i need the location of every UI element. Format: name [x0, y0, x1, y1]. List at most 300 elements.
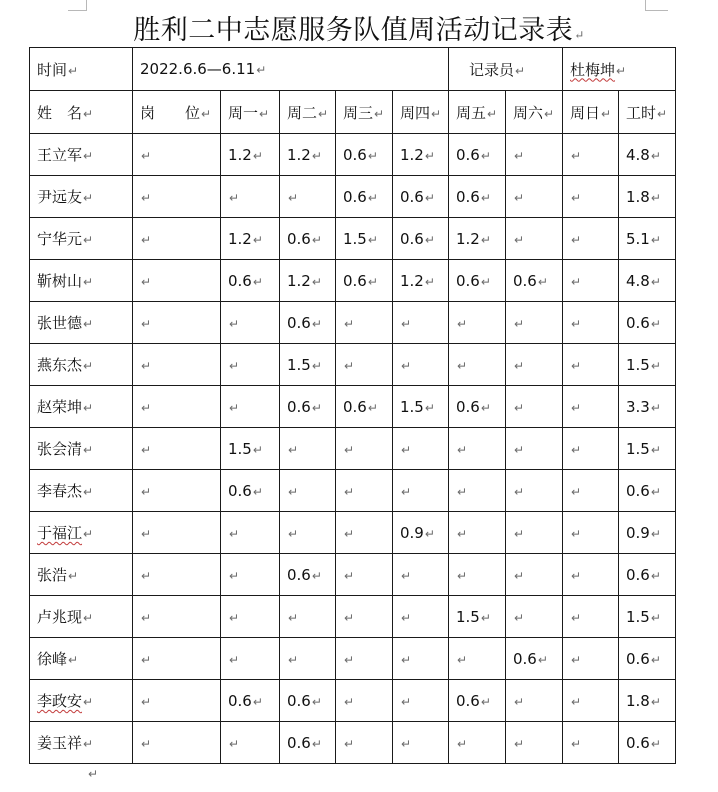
- day-cell-4: [393, 260, 449, 302]
- day-cell-7: [563, 260, 619, 302]
- paragraph-mark: ↵: [537, 274, 548, 289]
- total-hours-cell: [619, 722, 676, 764]
- paragraph-mark: ↵: [141, 148, 152, 163]
- paragraph-mark: ↵: [487, 106, 498, 121]
- day-cell-6: [506, 638, 563, 680]
- day-cell-7: [563, 596, 619, 638]
- hours-value: 1.5: [456, 607, 480, 626]
- day-cell-1: [221, 470, 280, 512]
- info-row: [30, 48, 676, 91]
- table-row: [30, 428, 676, 470]
- paragraph-mark: ↵: [367, 232, 378, 247]
- table-row: [30, 722, 676, 764]
- volunteer-name: 赵荣坤: [37, 398, 83, 416]
- paragraph-mark: ↵: [515, 63, 526, 78]
- table-row: [30, 260, 676, 302]
- paragraph-mark: ↵: [229, 568, 240, 583]
- paragraph-mark: ↵: [141, 442, 152, 457]
- name-cell: [30, 596, 133, 638]
- total-hours-value: 3.3: [626, 397, 650, 416]
- paragraph-mark: ↵: [514, 736, 525, 751]
- day-cell-7: [563, 638, 619, 680]
- position-cell: [133, 638, 221, 680]
- table-row: [30, 680, 676, 722]
- table-row: [30, 302, 676, 344]
- day-cell-4: [393, 302, 449, 344]
- paragraph-mark: ↵: [311, 694, 322, 709]
- hours-value: 0.6: [456, 691, 480, 710]
- paragraph-mark: ↵: [344, 610, 355, 625]
- day-cell-6: [506, 680, 563, 722]
- time-label: 时间: [37, 60, 68, 79]
- paragraph-mark: ↵: [571, 736, 582, 751]
- day-cell-2: [280, 554, 336, 596]
- paragraph-mark: ↵: [401, 652, 412, 667]
- day-cell-1: [221, 428, 280, 470]
- day-cell-1: [221, 386, 280, 428]
- paragraph-mark: ↵: [141, 568, 152, 583]
- day-cell-3: [336, 512, 393, 554]
- hours-value: 1.5: [343, 229, 367, 248]
- day-cell-6: [506, 176, 563, 218]
- hours-value: 0.6: [456, 271, 480, 290]
- table-row: [30, 638, 676, 680]
- total-hours-cell: [619, 176, 676, 218]
- hours-value: 0.6: [343, 271, 367, 290]
- day-cell-1: [221, 176, 280, 218]
- position-cell: [133, 596, 221, 638]
- total-hours-cell: [619, 428, 676, 470]
- paragraph-mark: ↵: [650, 694, 661, 709]
- paragraph-mark: ↵: [344, 736, 355, 751]
- total-hours-value: 0.6: [626, 313, 650, 332]
- paragraph-mark: ↵: [571, 232, 582, 247]
- day-cell-2: [280, 344, 336, 386]
- day-cell-4: [393, 680, 449, 722]
- paragraph-mark: ↵: [650, 358, 661, 373]
- hours-value: 1.5: [287, 355, 311, 374]
- name-cell: [30, 554, 133, 596]
- hours-value: 0.6: [343, 145, 367, 164]
- volunteer-name: 张世德: [37, 314, 83, 332]
- paragraph-mark: ↵: [311, 148, 322, 163]
- paragraph-mark: ↵: [344, 652, 355, 667]
- day-cell-6: [506, 260, 563, 302]
- volunteer-name: 燕东杰: [37, 356, 83, 374]
- day-cell-1: [221, 722, 280, 764]
- hours-value: 0.6: [287, 565, 311, 584]
- paragraph-mark: ↵: [571, 316, 582, 331]
- column-header-day-2: [280, 91, 336, 134]
- paragraph-mark: ↵: [229, 610, 240, 625]
- hours-value: 0.6: [456, 145, 480, 164]
- hours-value: 0.6: [287, 313, 311, 332]
- hours-value: 0.6: [287, 397, 311, 416]
- hours-value: 0.6: [228, 271, 252, 290]
- paragraph-mark: ↵: [141, 526, 152, 541]
- total-hours-value: 0.6: [626, 649, 650, 668]
- paragraph-mark: ↵: [229, 736, 240, 751]
- total-hours-value: 0.6: [626, 733, 650, 752]
- table-row: [30, 596, 676, 638]
- paragraph-mark: ↵: [401, 484, 412, 499]
- paragraph-mark: ↵: [514, 484, 525, 499]
- hours-value: 1.5: [400, 397, 424, 416]
- paragraph-mark: ↵: [229, 652, 240, 667]
- paragraph-mark: ↵: [201, 106, 212, 121]
- paragraph-mark: ↵: [68, 569, 79, 583]
- paragraph-mark: ↵: [571, 358, 582, 373]
- total-hours-cell: [619, 596, 676, 638]
- day-cell-3: [336, 344, 393, 386]
- paragraph-mark: ↵: [252, 232, 263, 247]
- paragraph-mark: ↵: [571, 694, 582, 709]
- paragraph-mark: ↵: [311, 232, 322, 247]
- paragraph-mark: ↵: [311, 316, 322, 331]
- day-cell-3: [336, 470, 393, 512]
- name-cell: [30, 680, 133, 722]
- time-value-cell: [133, 48, 449, 91]
- paragraph-mark: ↵: [457, 442, 468, 457]
- paragraph-mark: ↵: [657, 106, 668, 121]
- day-cell-2: [280, 176, 336, 218]
- paragraph-mark: ↵: [288, 652, 299, 667]
- paragraph-mark: ↵: [344, 316, 355, 331]
- total-hours-value: 1.5: [626, 607, 650, 626]
- paragraph-mark: ↵: [514, 526, 525, 541]
- paragraph-mark: ↵: [480, 274, 491, 289]
- total-hours-value: 5.1: [626, 229, 650, 248]
- day-cell-3: [336, 218, 393, 260]
- paragraph-mark: ↵: [141, 400, 152, 415]
- paragraph-mark: ↵: [367, 274, 378, 289]
- volunteer-name: 于福江: [37, 524, 83, 542]
- day-cell-5: [449, 596, 506, 638]
- day-cell-5: [449, 638, 506, 680]
- paragraph-mark: ↵: [650, 484, 661, 499]
- hours-value: 0.6: [400, 229, 424, 248]
- volunteer-name: 李春杰: [37, 482, 83, 500]
- day-cell-1: [221, 596, 280, 638]
- hours-value: 1.2: [228, 229, 252, 248]
- hours-value: 0.6: [343, 187, 367, 206]
- day-cell-3: [336, 302, 393, 344]
- volunteer-name: 卢兆现: [37, 608, 83, 626]
- hours-value: 0.6: [400, 187, 424, 206]
- position-cell: [133, 302, 221, 344]
- column-header-hours: [619, 91, 676, 134]
- paragraph-mark: ↵: [480, 694, 491, 709]
- paragraph-mark: ↵: [514, 190, 525, 205]
- day-cell-4: [393, 386, 449, 428]
- table-row: [30, 344, 676, 386]
- paragraph-mark: ↵: [252, 274, 263, 289]
- name-cell: [30, 176, 133, 218]
- day-cell-3: [336, 680, 393, 722]
- name-cell: [30, 512, 133, 554]
- name-cell: [30, 302, 133, 344]
- paragraph-mark: ↵: [514, 400, 525, 415]
- paragraph-mark: ↵: [229, 316, 240, 331]
- day-cell-5: [449, 512, 506, 554]
- paragraph-mark: ↵: [83, 106, 94, 121]
- table-row: [30, 218, 676, 260]
- name-cell: [30, 470, 133, 512]
- total-hours-value: 1.8: [626, 691, 650, 710]
- column-header-day-5: [449, 91, 506, 134]
- position-cell: [133, 134, 221, 176]
- day-cell-6: [506, 344, 563, 386]
- total-hours-cell: [619, 512, 676, 554]
- position-cell: [133, 554, 221, 596]
- day-cell-4: [393, 470, 449, 512]
- volunteer-name: 徐峰: [37, 650, 68, 668]
- paragraph-mark: ↵: [141, 610, 152, 625]
- hours-value: 1.2: [287, 271, 311, 290]
- day-cell-3: [336, 134, 393, 176]
- day-cell-1: [221, 554, 280, 596]
- total-hours-value: 4.8: [626, 271, 650, 290]
- paragraph-mark: ↵: [480, 148, 491, 163]
- paragraph-mark: ↵: [256, 63, 267, 77]
- paragraph-mark: ↵: [141, 274, 152, 289]
- position-cell: [133, 722, 221, 764]
- hours-value: 1.5: [228, 439, 252, 458]
- table-row: [30, 470, 676, 512]
- paragraph-mark: ↵: [616, 63, 627, 78]
- day-cell-7: [563, 428, 619, 470]
- day-cell-6: [506, 470, 563, 512]
- column-header-position-text: 岗 位: [140, 103, 201, 122]
- day-cell-5: [449, 260, 506, 302]
- hours-value: 1.2: [400, 145, 424, 164]
- total-hours-cell: [619, 470, 676, 512]
- paragraph-mark: ↵: [424, 400, 435, 415]
- paragraph-mark: ↵: [141, 358, 152, 373]
- hours-value: 0.6: [343, 397, 367, 416]
- paragraph-mark: ↵: [68, 653, 79, 667]
- volunteer-name: 尹远友: [37, 188, 83, 206]
- document-title: [0, 8, 718, 47]
- day-cell-6: [506, 218, 563, 260]
- paragraph-mark: ↵: [424, 190, 435, 205]
- paragraph-mark: ↵: [571, 568, 582, 583]
- position-cell: [133, 218, 221, 260]
- name-cell: [30, 134, 133, 176]
- paragraph-mark: ↵: [571, 148, 582, 163]
- total-hours-cell: [619, 218, 676, 260]
- paragraph-mark: ↵: [344, 568, 355, 583]
- paragraph-mark: ↵: [571, 400, 582, 415]
- day-cell-6: [506, 386, 563, 428]
- paragraph-mark: ↵: [141, 316, 152, 331]
- paragraph-mark: ↵: [83, 695, 94, 709]
- table-row: [30, 554, 676, 596]
- paragraph-mark: ↵: [650, 526, 661, 541]
- paragraph-mark: ↵: [571, 526, 582, 541]
- paragraph-mark: ↵: [514, 358, 525, 373]
- day-cell-6: [506, 302, 563, 344]
- volunteer-name: 王立军: [37, 146, 83, 164]
- paragraph-mark: ↵: [344, 694, 355, 709]
- time-label-cell: [30, 48, 133, 91]
- day-cell-2: [280, 638, 336, 680]
- paragraph-mark: ↵: [83, 611, 94, 625]
- position-cell: [133, 470, 221, 512]
- paragraph-mark: ↵: [229, 190, 240, 205]
- table-row: [30, 176, 676, 218]
- day-cell-6: [506, 134, 563, 176]
- day-cell-4: [393, 512, 449, 554]
- paragraph-mark: ↵: [424, 232, 435, 247]
- column-header-name: [30, 91, 133, 134]
- day-cell-3: [336, 638, 393, 680]
- total-hours-cell: [619, 134, 676, 176]
- column-header-day-text: 周三: [343, 103, 374, 122]
- paragraph-mark: ↵: [288, 484, 299, 499]
- table-row: [30, 386, 676, 428]
- column-header-day-4: [393, 91, 449, 134]
- paragraph-mark: ↵: [141, 232, 152, 247]
- paragraph-mark: ↵: [571, 484, 582, 499]
- column-header-hours-text: 工时: [626, 103, 657, 122]
- day-cell-2: [280, 218, 336, 260]
- day-cell-7: [563, 134, 619, 176]
- paragraph-mark: ↵: [401, 316, 412, 331]
- day-cell-5: [449, 134, 506, 176]
- day-cell-5: [449, 680, 506, 722]
- paragraph-mark: ↵: [68, 63, 79, 78]
- paragraph-mark: ↵: [457, 358, 468, 373]
- day-cell-4: [393, 218, 449, 260]
- day-cell-1: [221, 512, 280, 554]
- paragraph-mark: ↵: [344, 484, 355, 499]
- paragraph-mark: ↵: [514, 568, 525, 583]
- paragraph-mark: ↵: [367, 148, 378, 163]
- hours-value: 0.6: [287, 691, 311, 710]
- paragraph-mark: ↵: [344, 442, 355, 457]
- hours-value: 0.6: [513, 271, 537, 290]
- paragraph-mark: ↵: [252, 442, 263, 457]
- paragraph-mark: ↵: [457, 316, 468, 331]
- volunteer-name: 张浩: [37, 566, 68, 584]
- paragraph-mark: ↵: [480, 190, 491, 205]
- paragraph-mark: ↵: [424, 526, 435, 541]
- paragraph-mark: ↵: [141, 190, 152, 205]
- day-cell-5: [449, 428, 506, 470]
- paragraph-mark: ↵: [83, 149, 94, 163]
- day-cell-2: [280, 722, 336, 764]
- position-cell: [133, 428, 221, 470]
- paragraph-mark: ↵: [141, 484, 152, 499]
- total-hours-value: 0.6: [626, 481, 650, 500]
- day-cell-1: [221, 344, 280, 386]
- paragraph-mark: ↵: [650, 652, 661, 667]
- hours-value: 0.6: [287, 733, 311, 752]
- paragraph-mark: ↵: [401, 694, 412, 709]
- volunteer-name: 宁华元: [37, 230, 83, 248]
- paragraph-mark: ↵: [401, 610, 412, 625]
- column-header-position: [133, 91, 221, 134]
- name-cell: [30, 344, 133, 386]
- paragraph-mark: ↵: [650, 316, 661, 331]
- hours-value: 1.2: [456, 229, 480, 248]
- day-cell-5: [449, 176, 506, 218]
- paragraph-mark: ↵: [367, 190, 378, 205]
- table-row: [30, 134, 676, 176]
- hours-value: 0.6: [228, 481, 252, 500]
- paragraph-mark: ↵: [229, 400, 240, 415]
- paragraph-mark: ↵: [229, 526, 240, 541]
- total-hours-value: 0.6: [626, 565, 650, 584]
- column-header-day-text: 周五: [456, 103, 487, 122]
- paragraph-mark: ↵: [259, 106, 270, 121]
- day-cell-4: [393, 638, 449, 680]
- day-cell-1: [221, 134, 280, 176]
- total-hours-cell: [619, 680, 676, 722]
- paragraph-mark: ↵: [571, 190, 582, 205]
- total-hours-cell: [619, 386, 676, 428]
- day-cell-6: [506, 722, 563, 764]
- day-cell-7: [563, 470, 619, 512]
- position-cell: [133, 386, 221, 428]
- hours-value: 0.6: [287, 229, 311, 248]
- time-value: 2022.6.6—6.11: [140, 60, 256, 78]
- position-cell: [133, 512, 221, 554]
- day-cell-2: [280, 512, 336, 554]
- title-text: 胜利二中志愿服务队值周活动记录表: [133, 15, 574, 46]
- day-cell-5: [449, 386, 506, 428]
- volunteer-record-table: [29, 47, 676, 764]
- day-cell-1: [221, 218, 280, 260]
- total-hours-cell: [619, 302, 676, 344]
- day-cell-5: [449, 470, 506, 512]
- day-cell-5: [449, 302, 506, 344]
- day-cell-2: [280, 680, 336, 722]
- paragraph-mark: ↵: [514, 694, 525, 709]
- hours-value: 1.2: [400, 271, 424, 290]
- paragraph-mark: ↵: [574, 28, 585, 42]
- paragraph-mark: ↵: [571, 442, 582, 457]
- total-hours-cell: [619, 344, 676, 386]
- day-cell-7: [563, 722, 619, 764]
- day-cell-4: [393, 428, 449, 470]
- total-hours-cell: [619, 554, 676, 596]
- paragraph-mark: ↵: [318, 106, 329, 121]
- hours-value: 0.9: [400, 523, 424, 542]
- day-cell-2: [280, 428, 336, 470]
- day-cell-7: [563, 302, 619, 344]
- day-cell-3: [336, 596, 393, 638]
- paragraph-mark: ↵: [401, 442, 412, 457]
- day-cell-4: [393, 134, 449, 176]
- paragraph-mark: ↵: [83, 317, 94, 331]
- day-cell-2: [280, 260, 336, 302]
- paragraph-mark: ↵: [514, 232, 525, 247]
- paragraph-mark: ↵: [311, 400, 322, 415]
- column-header-day-6: [506, 91, 563, 134]
- column-header-row: [30, 91, 676, 134]
- paragraph-mark: ↵: [601, 106, 612, 121]
- paragraph-mark: ↵: [344, 358, 355, 373]
- paragraph-mark: ↵: [650, 274, 661, 289]
- paragraph-mark: ↵: [83, 233, 94, 247]
- paragraph-mark: ↵: [650, 148, 661, 163]
- paragraph-mark: ↵: [480, 232, 491, 247]
- day-cell-3: [336, 386, 393, 428]
- paragraph-mark: ↵: [457, 652, 468, 667]
- column-header-day-text: 周一: [228, 103, 259, 122]
